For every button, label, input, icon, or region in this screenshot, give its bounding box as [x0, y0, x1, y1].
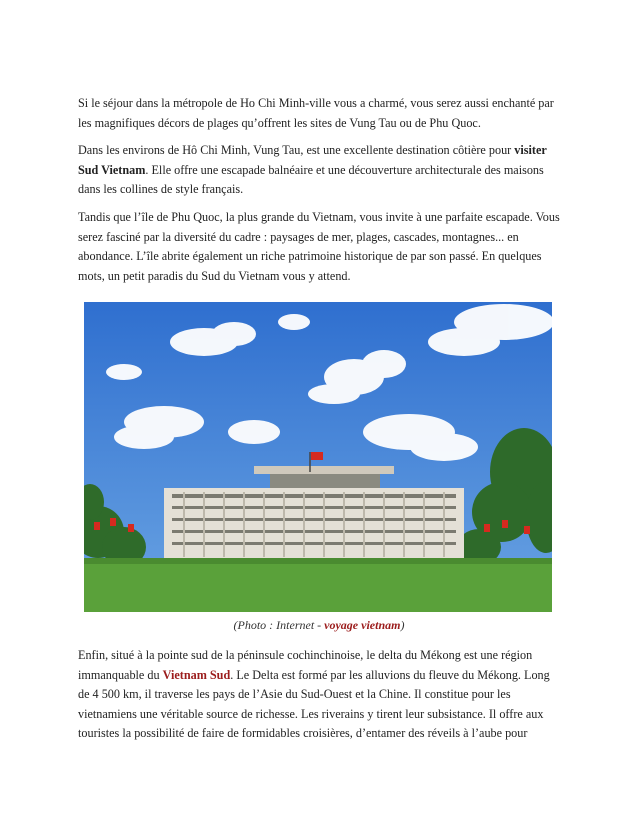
voyage-vietnam-link[interactable]: voyage vietnam — [324, 618, 401, 632]
photo-caption-close: ) — [400, 618, 405, 632]
paragraph-mekong-text-end: . Le Delta est formé par les alluvions du fleuve du Mékong. Long de 4 500 km, il traverse les pays de l’Asie du Sud-Ouest et la Chine. Il constitue pour les vietnamiens une véritable source de richesse. Les riverains y tirent leur subsistance. Il offre aux touristes la possibilité de faire de formidables croisières, d’entamer des réveils à l’aube pour — [78, 667, 550, 740]
paragraph-intro-text: Si le séjour dans la métropole de Ho Chi Minh-ville vous a charmé, vous serez aussi enchanté par les magnifiques décors de plages qu’offrent les sites de Vung Tau ou de Phu Quoc. — [78, 96, 554, 130]
visiter-sud-vietnam-link[interactable]: visiter Sud Vietnam — [78, 143, 547, 177]
paragraph-mekong-text-start: Enfin, situé à la pointe sud de la péninsule cochinchinoise, le delta du Mékong est une région immanquable du — [78, 648, 533, 682]
vietnam-sud-link[interactable]: Vietnam Sud — [162, 667, 231, 682]
paragraph-vung-tau-text-start: Dans les environs de Hô Chi Minh, Vung Tau, est une excellente destination côtière pour — [78, 143, 515, 157]
paragraph-vung-tau — [78, 141, 562, 200]
paragraph-phu-quoc-text: Tandis que l’île de Phu Quoc, la plus grande du Vietnam, vous invite à une parfaite escapade. Vous serez fasciné par la diversité du cadre : paysages de mer, plages, cascades, montagnes... en abondance. L’île abrite également un riche patrimoine historique de par son passé. En quelques mots, un petit paradis du Sud du Vietnam vous y attend. — [78, 210, 560, 283]
paragraph-mekong — [78, 646, 562, 744]
photo-independence-palace — [84, 302, 552, 612]
photo-caption-open: (Photo : Internet - — [233, 618, 325, 632]
paragraph-vung-tau-text-end: . Elle offre une escapade balnéaire et une découverture architecturale des maisons dans les collines de style français. — [78, 162, 544, 196]
paragraph-intro — [78, 94, 562, 133]
photo-caption — [0, 617, 638, 633]
paragraph-phu-quoc — [78, 208, 562, 286]
